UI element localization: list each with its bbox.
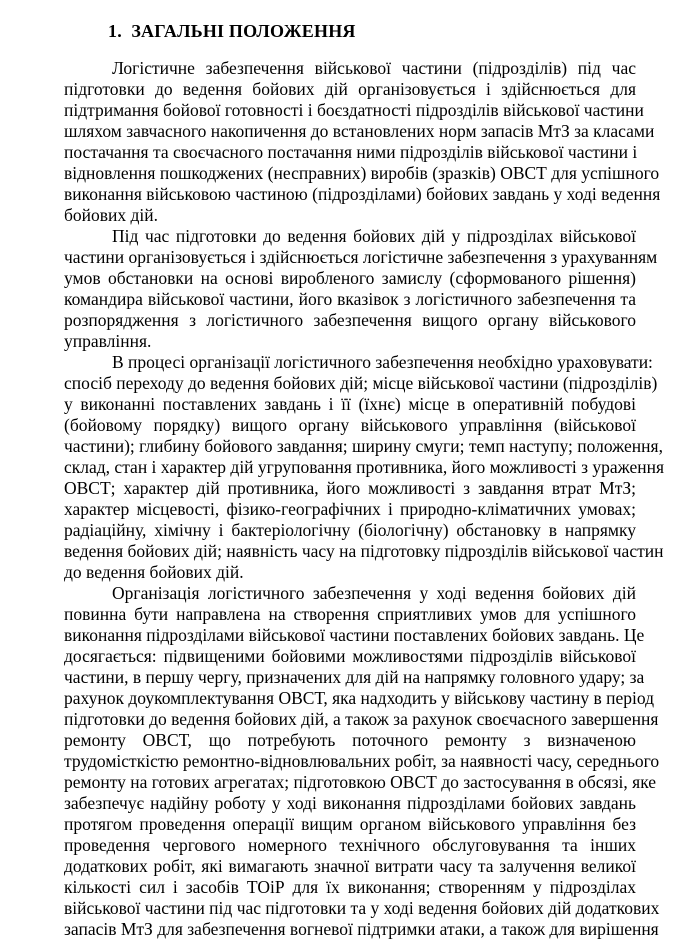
text-line: відновлення пошкоджених (несправних) виробів (зразків) ОВСТ для успішного — [64, 163, 660, 183]
text-line: підготовки до ведення бойових дій організовується і здійснюється для — [64, 79, 636, 99]
text-line: управління. — [64, 331, 152, 351]
text-line: спосіб переходу до ведення бойових дій; місце військової частини (підрозділів) — [64, 373, 658, 393]
text-line: додаткових робіт, які вимагають значної витрати часу та залучення великої — [64, 856, 636, 876]
text-line: Під час підготовки до ведення бойових дій у підрозділах військової — [112, 226, 636, 246]
section-title: ЗАГАЛЬНІ ПОЛОЖЕННЯ — [131, 21, 356, 41]
text-line: ремонту ОВСТ, що потребують поточного ремонту з визначеною — [64, 730, 636, 750]
paragraph-4 — [64, 583, 660, 940]
text-line: Логістичне забезпечення військової частини (підрозділів) під час — [112, 58, 636, 78]
text-line: ведення бойових дій; наявність часу на підготовку підрозділів військової частин — [64, 541, 664, 561]
document-body — [64, 58, 665, 940]
text-line: командира військової частини, його вказівок з логістичного забезпечення та — [64, 289, 636, 309]
text-line: частини, в першу чергу, призначених для дій на напрямку головного удару; за — [64, 667, 645, 687]
text-line: В процесі організації логістичного забезпечення необхідно ураховувати: — [112, 352, 653, 372]
text-line: характер місцевості, фізико-географічних і природно-кліматичних умовах; — [64, 499, 636, 519]
text-line: (бойовому порядку) вищого органу військового управління (військової — [64, 415, 636, 435]
text-line: ОВСТ; характер дій противника, його можливості з завдання втрат МтЗ; — [64, 478, 636, 498]
text-line: у виконанні поставлених завдань і її (їхнє) місце в оперативній побудові — [64, 394, 636, 414]
text-line: забезпечує надійну роботу у ході виконання підрозділами бойових завдань — [64, 793, 636, 813]
paragraph-3 — [64, 352, 665, 583]
text-line: частини); глибину бойового завдання; ширину смуги; темп наступу; положення, — [64, 436, 663, 456]
text-line: підготовки до ведення бойових дій, а також за рахунок своєчасного завершення — [64, 709, 659, 729]
text-line: виконання підрозділами військової частини поставлених бойових завдань. Це — [64, 625, 645, 645]
text-line: умов обстановки на основі виробленого замислу (сформованого рішення) — [64, 268, 636, 288]
text-line: рахунок доукомплектування ОВСТ, яка надходить у військову частину в період — [64, 688, 655, 708]
text-line: проведення чергового номерного технічного обслуговування та інших — [64, 835, 636, 855]
section-heading — [108, 18, 356, 44]
text-line: підтримання бойової готовності і боєздатності підрозділів військової частини — [64, 100, 644, 120]
text-line: радіаційну, хімічну і бактеріологічну (біологічну) обстановку в напрямку — [64, 520, 636, 540]
text-line: кількості сил і засобів ТОіР для їх виконання; створенням у підрозділах — [64, 877, 636, 897]
text-line: бойових дій. — [64, 205, 159, 225]
text-line: постачання та своєчасного постачання ними підрозділів військової частини і — [64, 142, 638, 162]
text-line: до ведення бойових дій. — [64, 562, 244, 582]
paragraph-1 — [64, 58, 661, 226]
text-line: склад, стан і характер дій угруповання противника, його можливості з ураження — [64, 457, 665, 477]
text-line: запасів МтЗ для забезпечення вогневої підтримки атаки, а також для вирішення — [64, 919, 659, 939]
text-line: ремонту на готових агрегатах; підготовкою ОВСТ до застосування в обсязі, яке — [64, 772, 657, 792]
text-line: Організація логістичного забезпечення у ході ведення бойових дій — [112, 583, 636, 603]
text-line: досягається: підвищеними бойовими можливостями підрозділів військової — [64, 646, 636, 666]
text-line: трудомісткістю ремонтно-відновлювальних робіт, за наявності часу, середнього — [64, 751, 660, 771]
text-line: повинна бути направлена на створення сприятливих умов для успішного — [64, 604, 636, 624]
text-line: виконання військовою частиною (підрозділами) бойових завдань у ході ведення — [64, 184, 661, 204]
paragraph-2 — [64, 226, 658, 352]
text-line: протягом проведення операції вищим органом військового управління без — [64, 814, 636, 834]
text-line: частини організовується і здійснюється логістичне забезпечення з урахуванням — [64, 247, 658, 267]
section-number: 1. — [108, 21, 122, 41]
text-line: військової частини під час підготовки та у ході ведення бойових дій додаткових — [64, 898, 660, 918]
text-line: розпорядження з логістичного забезпечення вищого органу військового — [64, 310, 636, 330]
text-line: шляхом завчасного накопичення до встановлених норм запасів МтЗ за класами — [64, 121, 655, 141]
